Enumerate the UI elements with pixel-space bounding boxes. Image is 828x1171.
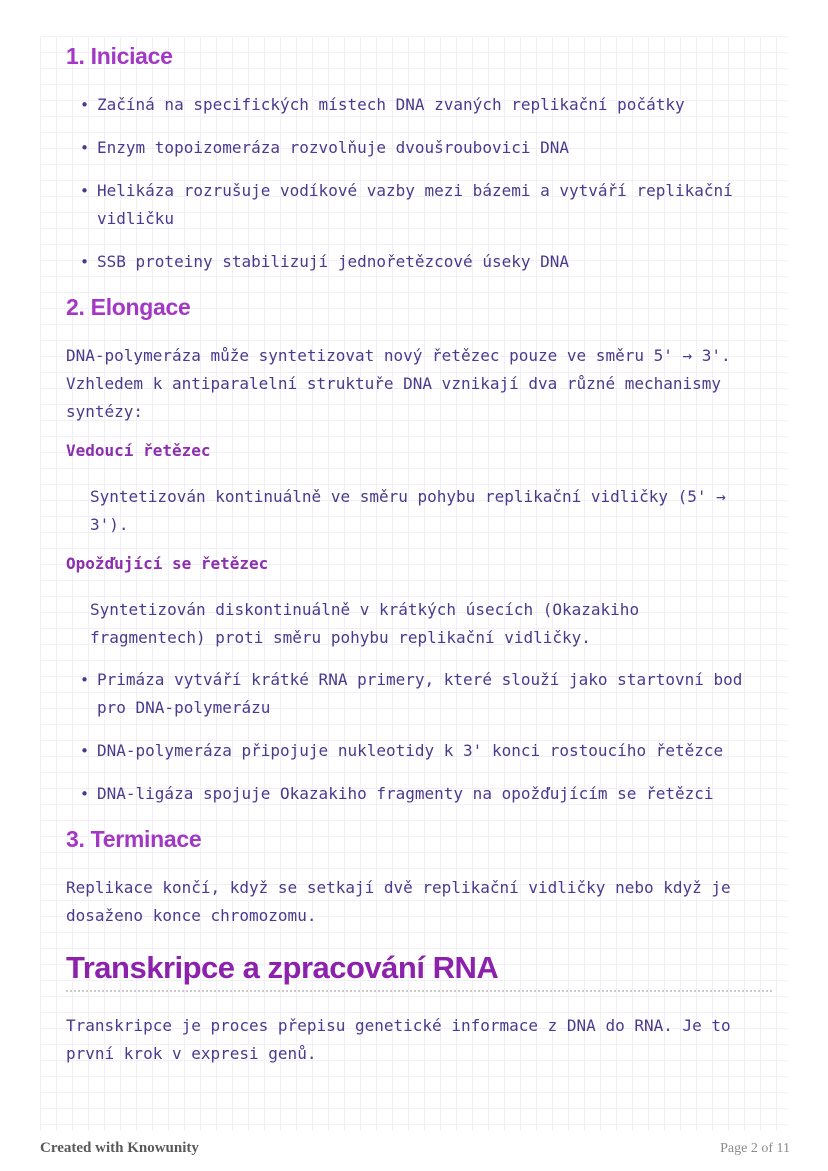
subheading-opozdujici-retezec: Opožďující se řetězec	[66, 554, 269, 573]
page-footer	[40, 1140, 790, 1157]
bullet-list-elongace	[66, 666, 772, 808]
list-item: • Primáza vytváří krátké RNA primery, které slouží jako startovní bod pro DNA-polymerázu	[66, 666, 772, 722]
list-item: • SSB proteiny stabilizují jednořetězcové úseky DNA	[66, 248, 772, 276]
notebook-grid-content	[40, 36, 788, 1131]
paragraph-elongace-intro: DNA-polymeráza může syntetizovat nový řetězec pouze ve směru 5' → 3'. Vzhledem k antiparalelní struktuře DNA vznikají dva různé mechanismy syntézy:	[66, 346, 731, 421]
list-item: • Enzym topoizomeráza rozvolňuje dvoušroubovici DNA	[66, 134, 772, 162]
footer-branding: Created with Knowunity	[40, 1140, 199, 1156]
list-item: • DNA-ligáza spojuje Okazakiho fragmenty na opožďujícím se řetězci	[66, 780, 772, 808]
list-item: • Helikáza rozrušuje vodíkové vazby mezi bázemi a vytváří replikační vidličku	[66, 177, 772, 233]
bullet-list-iniciace	[66, 91, 772, 276]
section-heading-elongace: 2. Elongace	[66, 294, 191, 320]
dotted-divider	[66, 990, 772, 992]
section-heading-terminace: 3. Terminace	[66, 826, 202, 852]
footer-page-number: Page 2 of 11	[720, 1141, 790, 1156]
list-item: • Začíná na specifických místech DNA zvaných replikační počátky	[66, 91, 772, 119]
paragraph-vedouci-retezec: Syntetizován kontinuálně ve směru pohybu replikační vidličky (5' → 3').	[90, 487, 726, 534]
chapter-heading-transkripce: Transkripce a zpracování RNA	[66, 950, 499, 985]
paragraph-opozdujici-retezec: Syntetizován diskontinuálně v krátkých úsecích (Okazakiho fragmentech) proti směru pohybu replikační vidličky.	[90, 600, 640, 647]
paragraph-transkripce-intro: Transkripce je proces přepisu genetické informace z DNA do RNA. Je to první krok v expresi genů.	[66, 1016, 731, 1063]
section-heading-iniciace: 1. Iniciace	[66, 43, 173, 69]
list-item: • DNA-polymeráza připojuje nukleotidy k 3' konci rostoucího řetězce	[66, 737, 772, 765]
paragraph-terminace: Replikace končí, když se setkají dvě replikační vidličky nebo když je dosaženo konce chromozomu.	[66, 878, 731, 925]
subheading-vedouci-retezec: Vedoucí řetězec	[66, 441, 211, 460]
